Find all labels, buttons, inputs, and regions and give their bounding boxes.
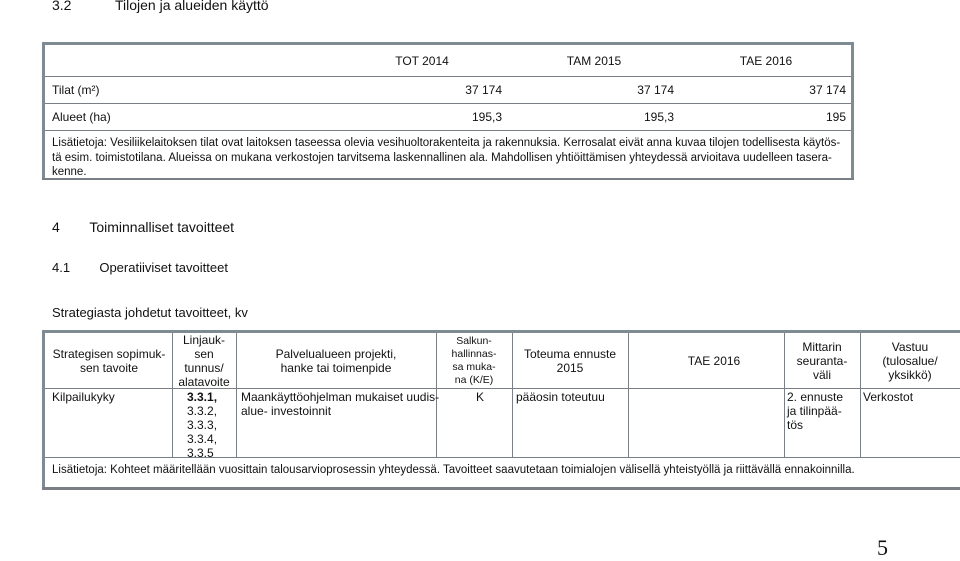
header-line: yksikkö) [888,368,932,382]
subchapter-heading [52,260,228,275]
usage-info-line: kenne. [52,166,87,178]
header-budget-mark [436,335,512,387]
header-line: Vastuu [891,340,929,354]
project-line: Maankäyttöohjelman mukaiset uudis- [241,390,440,404]
header-line: Salkun- [456,335,492,347]
header-line: seuranta- [796,354,848,368]
header-link [172,333,236,389]
section-title: Tilojen ja alueiden käyttö [115,0,269,13]
link-line: 3.3.5 [187,446,214,460]
link-line: 3.3.3, [187,418,218,432]
metric-line: tös [787,418,804,432]
col-header-tae2016: TAE 2016 [739,54,793,68]
usage-info [52,136,847,180]
chapter-title: Toiminnalliset tavoitteet [89,219,235,235]
subchapter-number: 4.1 [52,260,71,275]
cell-tilat-2015: 37 174 [637,83,674,97]
cell-tilat-2016: 37 174 [809,83,846,97]
header-responsibility [860,340,960,382]
project-line: alue- investoinnit [241,404,332,418]
section-number: 3.2 [52,0,72,13]
header-line: sen [194,347,214,361]
cell-strategic-goal: Kilpailukyky [52,390,115,404]
subchapter-title: Operatiiviset tavoitteet [99,260,228,275]
usage-info-line: Lisätietoja: Vesiliikelaitoksen tilat ovat laitoksen taseessa olevia vesihuoltorakenteita ja rakennuksia. Kerrosalat eivät anna kuvaa tilojen todellisesta käytös- [52,137,841,149]
cell-metric [787,390,843,432]
header-line: Strategisen sopimuk- [52,347,166,361]
strategy-heading: Strategiasta johdetut tavoitteet, kv [52,305,248,320]
cell-alueet-2016: 195 [825,110,846,124]
header-line: Linjauk- [182,333,226,347]
cell-tilat-2014: 37 174 [465,83,502,97]
header-line: 2015 [556,361,584,375]
chapter-heading [52,219,234,235]
header-line: alatavoite [178,375,230,389]
metric-line: ja tilinpää- [787,404,842,418]
header-estimate [512,347,628,375]
metric-line: 2. ennuste [787,390,844,404]
section-heading [52,0,269,13]
cell-estimate: pääosin toteutuu [516,390,605,404]
header-line: väli [812,368,831,382]
cell-alueet-2014: 195,3 [471,110,502,124]
header-line: Toteuma ennuste [523,347,617,361]
link-line: 3.3.1, [187,390,218,404]
header-line: hanke tai toimenpide [280,361,392,375]
header-line: tunnus/ [184,361,224,375]
col-header-tam2015: TAM 2015 [566,54,622,68]
header-line: hallinnas- [451,348,497,360]
link-line: 3.3.2, [187,404,218,418]
chapter-number: 4 [52,219,60,235]
header-line: Palvelualueen projekti, [275,347,397,361]
header-strategic-goal [46,347,172,375]
col-header-tot2014: TOT 2014 [395,54,449,68]
header-tae2016: TAE 2016 [687,354,741,368]
cell-project [241,390,439,418]
cell-responsibility: Verkostot [863,390,914,404]
header-line: (tulosalue/ [882,354,938,368]
header-metric [784,340,860,382]
header-line: Mittarin [802,340,842,354]
header-project [236,347,436,375]
objectives-info: Lisätietoja: Kohteet määritellään vuosittain talousarvioprosessin yhteydessä. Tavoitteet saavutetaan toimialojen välisellä yhteistyöllä ja riittävällä ennakoinnilla. [52,464,855,476]
page-number: 5 [877,535,888,560]
usage-info-line: tä esim. toimistotilana. Alueissa on mukana verkostojen tarvitsema laskennallinen ala. Mahdollisen yhtiöittämisen yhteydessä arvioitava uudelleen tasera- [52,151,832,164]
cell-link [187,390,217,460]
cell-budget-mark: K [476,390,485,404]
cell-alueet-2015: 195,3 [643,110,674,124]
header-line: na (K/E) [454,374,494,386]
header-line: sa muka- [452,361,496,373]
header-line: sen tavoite [79,361,139,375]
link-line: 3.3.4, [187,432,218,446]
row-label-tilat: Tilat (m²) [52,83,100,97]
row-label-alueet: Alueet (ha) [52,110,111,124]
